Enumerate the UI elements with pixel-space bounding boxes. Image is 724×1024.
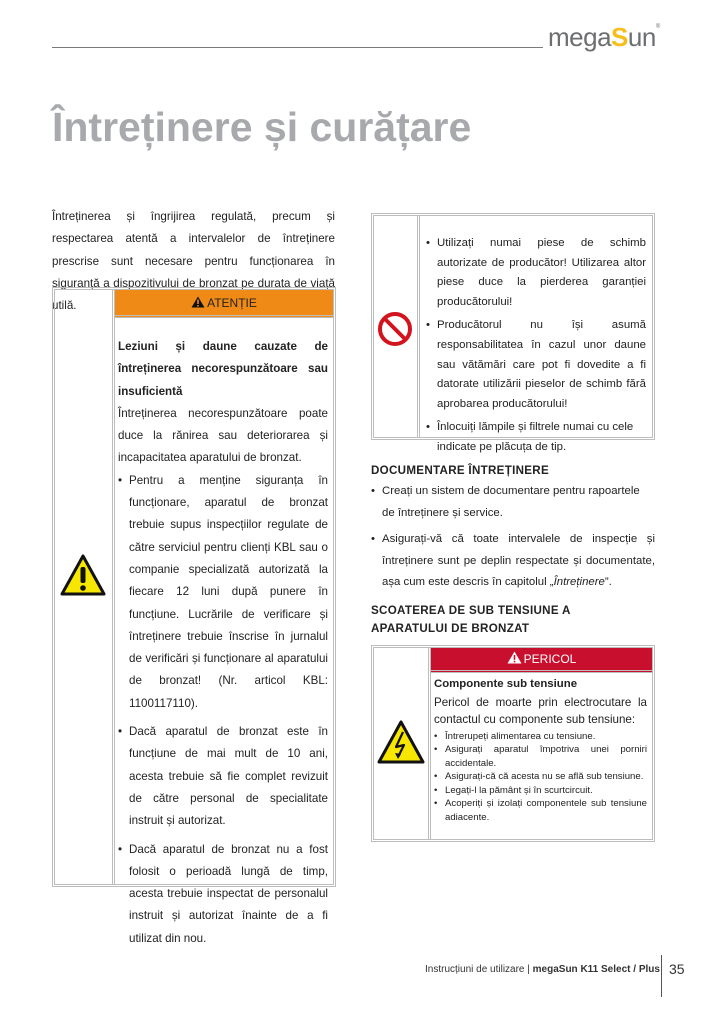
documentation-heading: DOCUMENTARE ÎNTREȚINERE [371, 464, 550, 477]
danger-banner [431, 648, 652, 673]
warning-small-icon [507, 651, 522, 664]
list-item: • Dacă aparatul de bronzat nu a fost folosit o perioadă lungă de timp, acesta trebuie inspectat de personalul instruit și autorizat înainte de a fi utilizat din nou. [118, 839, 328, 950]
list-item: • Asigurați aparatul împotriva unei porniri accidentale. [434, 743, 647, 770]
footer-product-name: megaSun K11 Select / Plus [532, 964, 660, 975]
registered-mark: ® [655, 24, 660, 30]
doc-bullet-end: ”. [604, 576, 612, 589]
prohibition-box [371, 213, 655, 453]
page-title: Întreținere și curățare [52, 104, 472, 150]
megasun-logo [548, 22, 660, 53]
attention-heading: Leziuni și daune cauzate de întreținerea necorespunzătoare sau insuficientă [118, 340, 328, 398]
footer-text [425, 964, 660, 975]
list-item: • Utilizați numai piese de schimb autorizate de producător! Utilizarea altor piese duce la pierderea garanției producătorului! [426, 234, 646, 312]
logo-text-un: un [627, 22, 656, 52]
list-item: • Pentru a menține siguranța în funcționare, aparatul de bronzat trebuie supus inspecțiilor regulate de către serviciul pentru clienți KBL sau o companie specializată autorizată la fiecare 12 luni după punere în funcțiune. Lucrările de verificare și întreținere trebuie înscrise în jurnalul de verificări și funcționare al aparatului de bronzat! (Nr. articol KBL: 1100117110). [118, 470, 328, 715]
prohibition-icon-column [374, 216, 420, 437]
danger-body: Pericol de moarte prin electrocutare la contactul cu componente sub tensiune: [434, 695, 647, 726]
chapter-reference: Întreținere [553, 576, 605, 589]
danger-content [431, 673, 652, 825]
attention-body: Întreținerea necorespunzătoare poate duce la rănirea sau deteriorarea și incapacitatea aparatului de bronzat. [118, 406, 328, 465]
electric-hazard-icon [377, 720, 425, 764]
danger-heading: Componente sub tensiune [434, 678, 578, 690]
list-item: • Acoperiți și izolați componentele sub tensiune adiacente. [434, 797, 647, 824]
danger-banner-label: PERICOL [523, 652, 577, 666]
list-item: • Dacă aparatul de bronzat este în funcțiune de mai mult de 10 ani, acesta trebuie să fie complet revizuit de către personal de specialitate instruit și autorizat. [118, 721, 328, 832]
logo-text-s: S [611, 22, 628, 52]
attention-content [115, 318, 333, 950]
header-rule [52, 47, 543, 48]
footer-doc-label: Instrucțiuni de utilizare | [425, 964, 533, 975]
attention-bullets [118, 470, 328, 950]
attention-banner [115, 290, 333, 318]
attention-icon-column [55, 290, 115, 884]
danger-icon-column [374, 648, 431, 839]
prohibition-content [426, 234, 646, 458]
disconnect-heading [371, 602, 571, 638]
disconnect-heading-line1: SCOATEREA DE SUB TENSIUNE A [371, 604, 571, 617]
warning-small-icon [191, 296, 205, 308]
intro-paragraph: Întreținerea și îngrijirea regulată, precum și respectarea atentă a intervalelor de întreținere prescrise sunt necesare pentru funcționarea în siguranță a dispozitivului de bronzat pe durata de viață utilă. [52, 210, 335, 313]
list-item [371, 529, 655, 594]
doc-bullet-text: Asigurați-vă că toate intervalele de inspecție și întreținere sunt pe deplin respectate și documentate, așa cum este descris în capitolul „ [382, 533, 655, 589]
documentation-list [371, 481, 655, 594]
prohibition-icon [377, 311, 413, 347]
logo-text-mega: mega [548, 22, 612, 52]
list-item: • Asigurați-că că acesta nu se află sub tensiune. [434, 770, 647, 784]
attention-banner-label: ATENȚIE [207, 296, 257, 310]
attention-box [52, 287, 336, 945]
danger-box [371, 645, 655, 842]
list-item: • Întrerupeți alimentarea cu tensiune. [434, 730, 647, 744]
disconnect-heading-line2: APARATULUI DE BRONZAT [371, 622, 530, 635]
list-item: • Creați un sistem de documentare pentru rapoartele de întreținere și service. [371, 481, 655, 524]
list-item: • Legați-l la pământ și în scurtcircuit. [434, 784, 647, 798]
list-item: • Producătorul nu își asumă responsabilitatea în cazul unor daune sau vătămări care pot fi dovedite a fi datorate utilizării pieselor de schimb fără aprobarea producătorului! [426, 316, 646, 414]
page-number: 35 [669, 961, 685, 977]
footer-divider [661, 955, 662, 997]
danger-bullets [434, 730, 647, 825]
list-item: • Înlocuiți lămpile și filtrele numai cu cele indicate pe plăcuța de tip. [426, 418, 646, 457]
warning-triangle-icon [60, 554, 106, 596]
